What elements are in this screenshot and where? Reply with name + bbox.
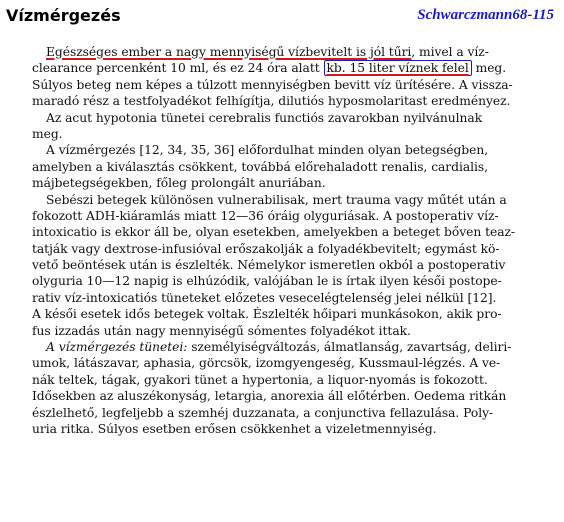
text-fragment: , mivel a víz- <box>411 45 489 59</box>
text-fragment: meg. <box>471 61 507 76</box>
text-line: fokozott ADH-kiáramlás miatt 12—36 óráig olyguriásak. A postoperativ víz- <box>32 208 499 223</box>
reference-label: Schwarczmann68-115 <box>417 7 554 23</box>
text-line: A vízmérgezés [12, 34, 35, 36] előfordulhat minden olyan betegségben, <box>46 143 489 158</box>
text-line <box>32 44 552 60</box>
text-line: A késői esetek idős betegek voltak. Észlelték hőipari munkásokon, akik pro- <box>32 307 502 322</box>
text-line: umok, látászavar, aphasia, görcsök, izomgyengeség, Kussmaul-légzés. A ve- <box>32 356 501 371</box>
text-line: vető beöntések után is észlelték. Némelykor ismeretlen okból a postoperativ <box>32 258 506 273</box>
text-line <box>32 60 552 76</box>
text-fragment: clearance percenként 10 ml, és ez 24 óra alatt <box>32 61 324 76</box>
text-line: amelyben a kiválasztás csökkent, továbbá előrehaladott renalis, cardialis, <box>32 159 489 174</box>
text-body <box>32 44 552 437</box>
red-underline-highlight: Egészséges ember a nagy mennyiségű vízbevitelt is jól tűri <box>46 45 412 59</box>
text-line: Sebészi betegek különösen vulnerabilisak, mert trauma vagy műtét után a <box>46 192 507 207</box>
text-line: rativ víz-intoxicatiós tüneteket előzetes vesecelégtelenség jelei nélkül [12]. <box>32 290 497 305</box>
text-line: nák teltek, tágak, gyakori tünet a hypertonia, a liquor-nyomás is fokozott. <box>32 372 488 387</box>
blue-boxed-highlight: kb. 15 liter víznek felel <box>324 60 472 76</box>
text-line: uria ritka. Súlyos esetben erősen csökkenhet a vizeletmennyiség. <box>32 421 437 436</box>
text-line <box>32 339 552 355</box>
italic-heading: A vízmérgezés tünetei: <box>46 340 188 355</box>
text-line: intoxicatio is ekkor áll be, olyan esetekben, amelyekben a beteget bőven teaz- <box>32 225 516 240</box>
text-fragment: személyiségváltozás, álmatlanság, zavartság, deliri- <box>187 340 512 355</box>
page-title: Vízmérgezés <box>6 6 121 25</box>
text-line: fus izzadás után nagy mennyiségű sómentes folyadékot ittak. <box>32 323 411 338</box>
text-line: májbetegségekben, főleg prolongált anuriában. <box>32 176 326 191</box>
text-line: Súlyos beteg nem képes a túlzott mennyiségben bevitt víz ürítésére. A vissza- <box>32 77 513 92</box>
text-line: Az acut hypotonia tünetei cerebralis functiós zavarokban nyilvánulnak <box>46 110 483 125</box>
text-line: észlelhető, legfeljebb a szemhéj duzzanata, a conjunctiva fellazulása. Poly- <box>32 405 494 420</box>
text-line: Idősekben az aluszékonyság, letargia, anorexia áll előtérben. Oedema ritkán <box>32 389 507 404</box>
text-line: meg. <box>32 126 63 141</box>
text-line: olyguria 10—12 napig is elhúzódik, valójában le is írtak ilyen késői postope- <box>32 274 502 289</box>
text-line: maradó rész a testfolyadékot felhígítja, dilutiós hyposmolaritast eredményez. <box>32 94 511 109</box>
text-line: tatják vagy dextrose-infusióval erőszakolják a folyadékbevitelt; egymást kö- <box>32 241 500 256</box>
